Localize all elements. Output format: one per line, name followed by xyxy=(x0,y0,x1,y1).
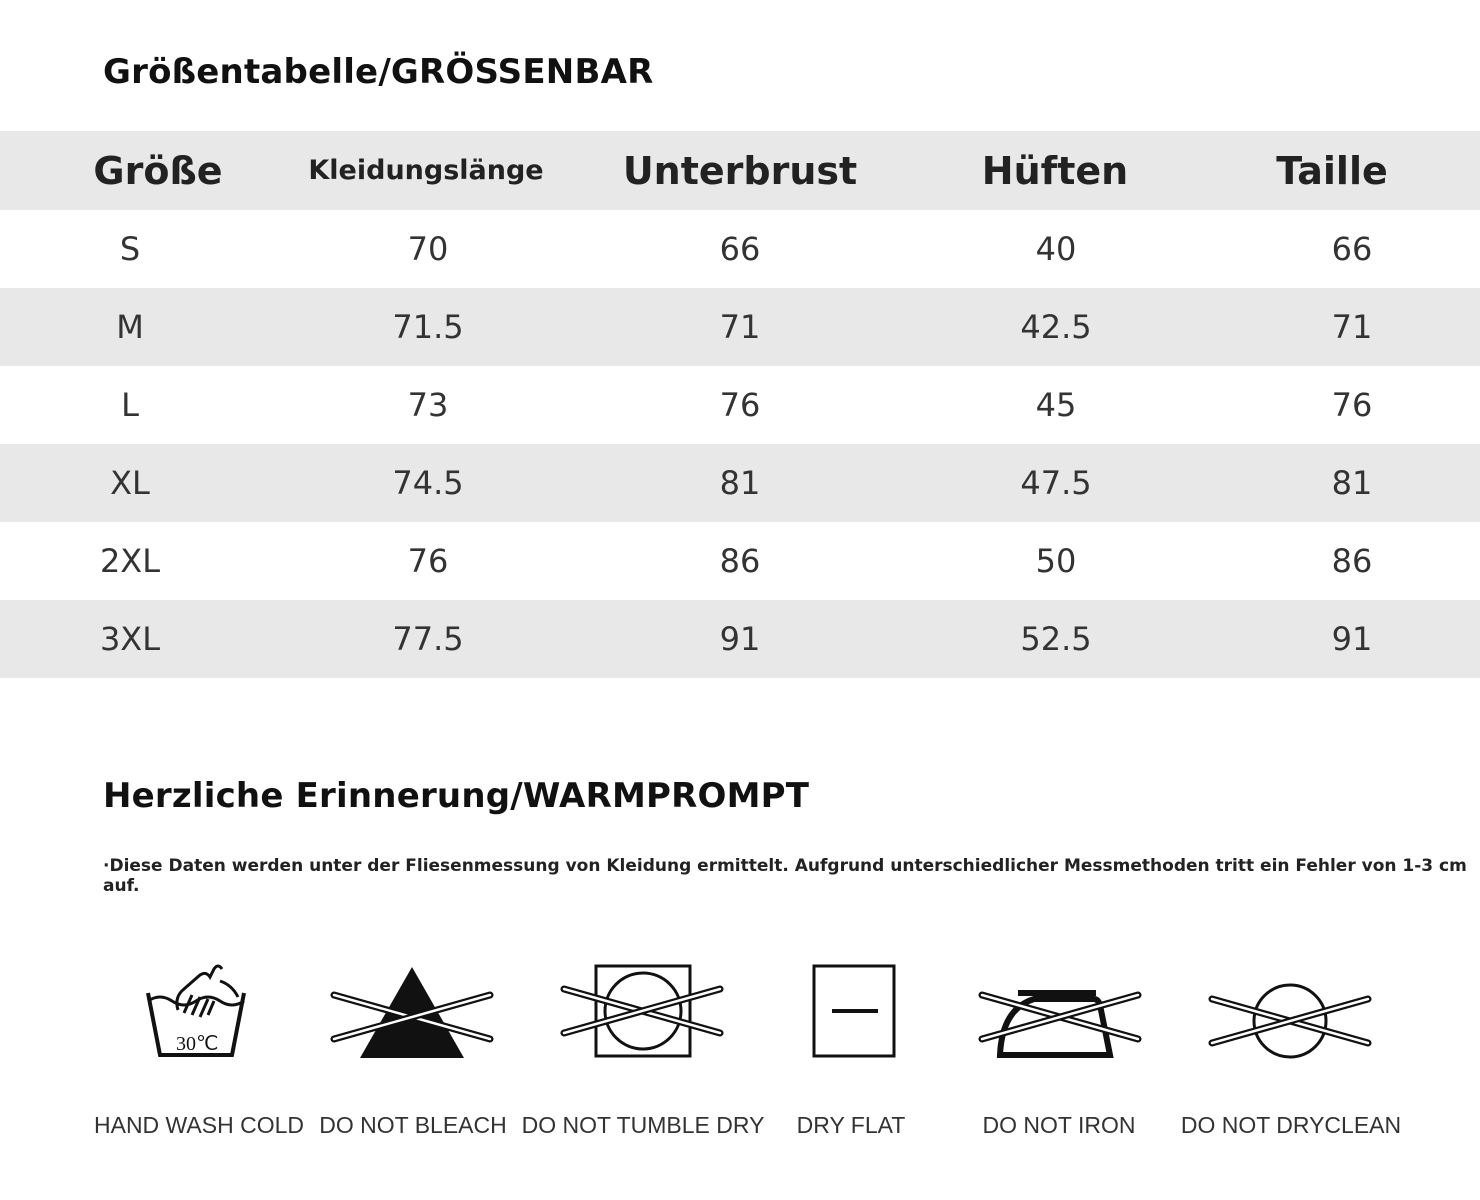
care-label-no-bleach: DO NOT BLEACH xyxy=(319,1112,507,1138)
measurement-note: ·Diese Daten werden unter der Fliesenmessung von Kleidung ermittelt. Aufgrund unterschiedlicher Messmethoden tritt ein Fehler von 1-3 cm auf. xyxy=(103,856,1467,896)
cell-hips: 50 xyxy=(1035,542,1077,580)
header-hueften: Hüften xyxy=(981,148,1129,193)
table-row xyxy=(0,522,1480,600)
cell-underbust: 81 xyxy=(719,464,761,502)
cell-hips: 40 xyxy=(1035,230,1077,268)
header-unterbrust: Unterbrust xyxy=(622,148,858,193)
cell-underbust: 91 xyxy=(719,620,761,658)
size-table xyxy=(0,131,1480,678)
cell-hips: 52.5 xyxy=(1020,620,1092,658)
cell-length: 76 xyxy=(407,542,449,580)
cell-size: L xyxy=(121,386,139,424)
dry-flat-icon xyxy=(810,955,900,1065)
cell-size: S xyxy=(119,230,141,268)
no-tumble-dry-icon xyxy=(560,955,725,1065)
cell-hips: 42.5 xyxy=(1020,308,1092,346)
hand-wash-icon xyxy=(140,955,250,1065)
size-chart-title: Größentabelle/GRÖSSENBAR xyxy=(103,52,654,92)
care-label-no-iron: DO NOT IRON xyxy=(982,1112,1136,1138)
no-bleach-icon xyxy=(330,955,495,1065)
table-row xyxy=(0,210,1480,288)
cell-length: 77.5 xyxy=(392,620,464,658)
care-instructions xyxy=(0,955,1480,1155)
cell-waist: 76 xyxy=(1331,386,1373,424)
cell-underbust: 76 xyxy=(719,386,761,424)
cell-underbust: 71 xyxy=(719,308,761,346)
cell-waist: 66 xyxy=(1331,230,1373,268)
cell-size: M xyxy=(116,308,144,346)
no-dryclean-icon xyxy=(1208,955,1373,1065)
cell-waist: 71 xyxy=(1331,308,1373,346)
reminder-title: Herzliche Erinnerung/WARMPROMPT xyxy=(103,776,810,816)
cell-waist: 91 xyxy=(1331,620,1373,658)
table-row xyxy=(0,288,1480,366)
header-taille: Taille xyxy=(1276,148,1388,193)
cell-underbust: 86 xyxy=(719,542,761,580)
no-iron-icon xyxy=(978,955,1143,1065)
table-header-row xyxy=(0,131,1480,210)
cell-length: 71.5 xyxy=(392,308,464,346)
cell-waist: 81 xyxy=(1331,464,1373,502)
cell-waist: 86 xyxy=(1331,542,1373,580)
table-row xyxy=(0,366,1480,444)
cell-size: 2XL xyxy=(99,542,161,580)
cell-hips: 47.5 xyxy=(1020,464,1092,502)
cell-hips: 45 xyxy=(1035,386,1077,424)
cell-underbust: 66 xyxy=(719,230,761,268)
cell-length: 70 xyxy=(407,230,449,268)
cell-size: XL xyxy=(110,464,150,502)
table-row xyxy=(0,444,1480,522)
header-kleidungslaenge: Kleidungslänge xyxy=(308,155,544,186)
wash-temperature: 30℃ xyxy=(176,1033,219,1055)
care-label-hand-wash: HAND WASH COLD xyxy=(94,1112,304,1138)
cell-length: 74.5 xyxy=(392,464,464,502)
care-label-dry-flat: DRY FLAT xyxy=(796,1112,906,1138)
care-label-no-tumble-dry: DO NOT TUMBLE DRY xyxy=(521,1112,765,1138)
table-row xyxy=(0,600,1480,678)
cell-size: 3XL xyxy=(99,620,161,658)
cell-length: 73 xyxy=(407,386,449,424)
header-groesse: Größe xyxy=(93,148,223,193)
care-label-no-dryclean: DO NOT DRYCLEAN xyxy=(1180,1112,1402,1138)
